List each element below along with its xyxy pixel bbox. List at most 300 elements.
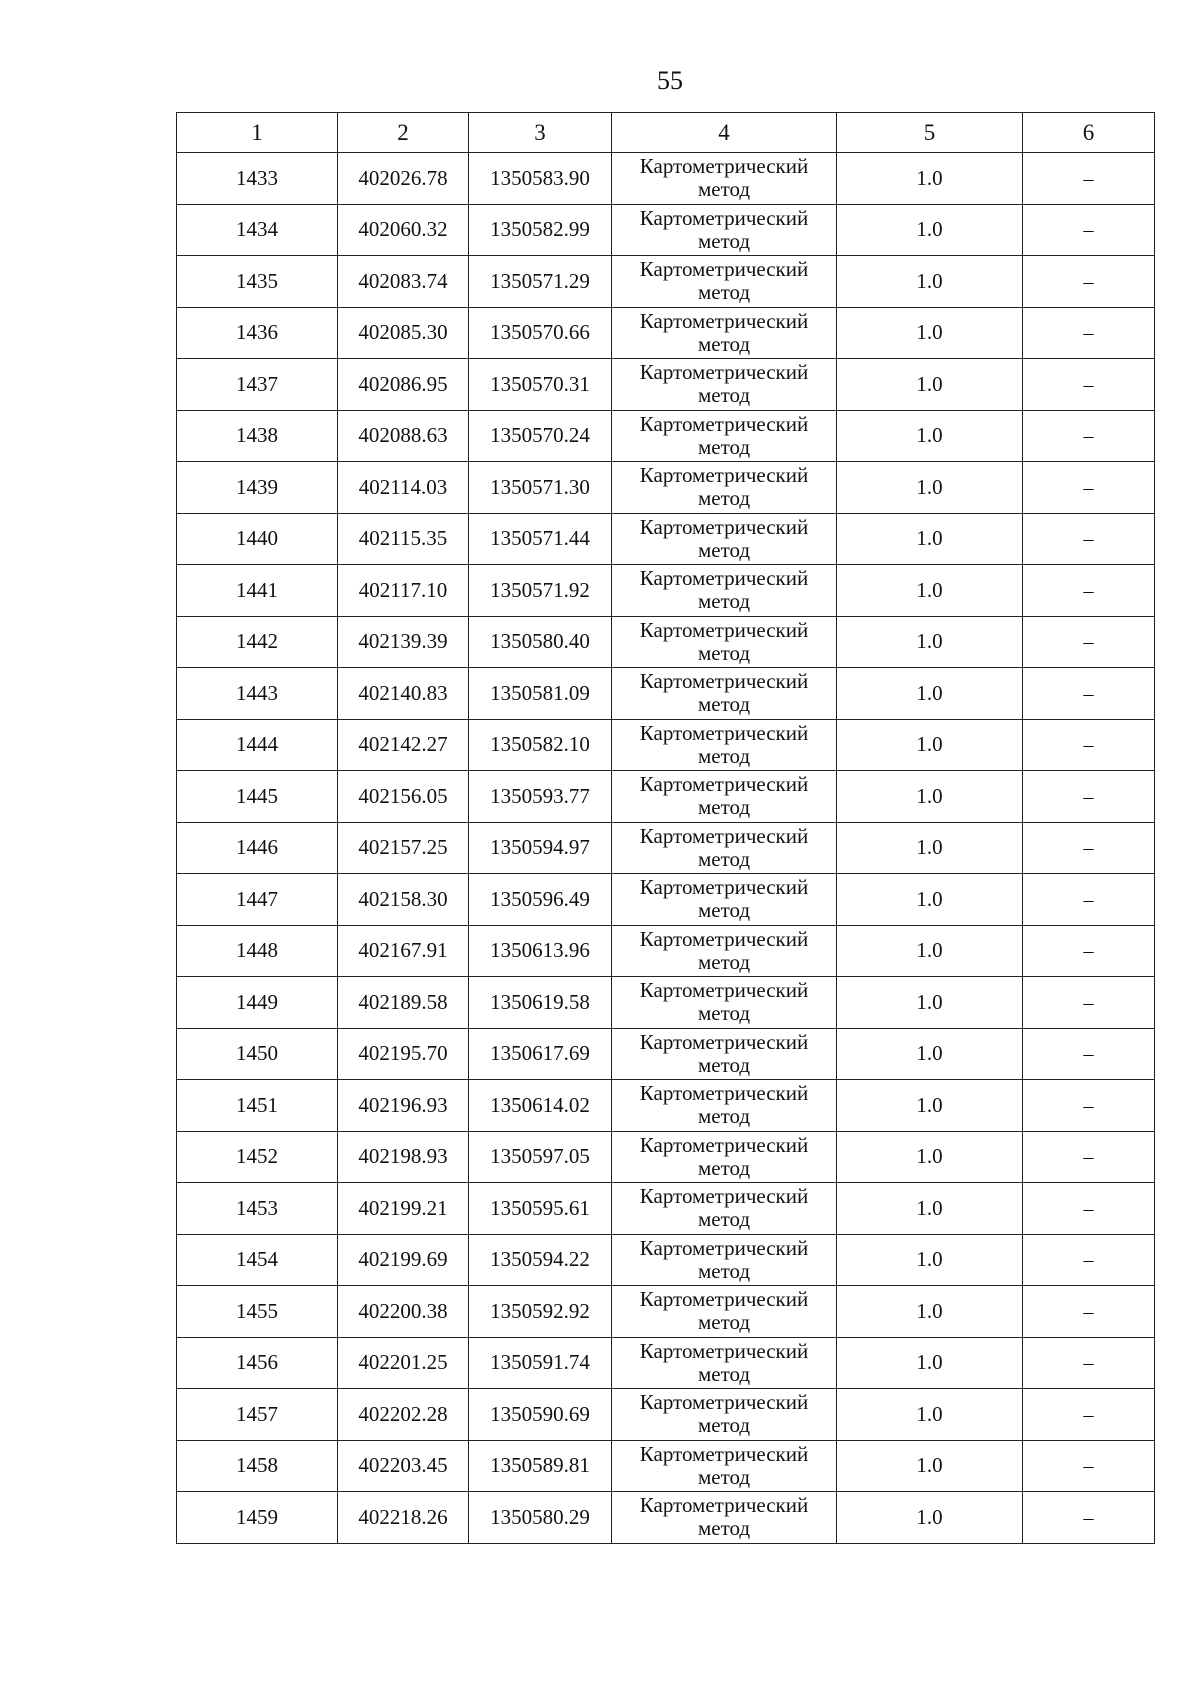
table-row — [177, 822, 1155, 874]
point-number-cell — [177, 1337, 338, 1389]
cell-text: 1.0 — [916, 526, 943, 551]
cell-text: 1447 — [236, 886, 278, 911]
x-coordinate-cell — [338, 668, 469, 720]
y-coordinate-cell — [469, 616, 612, 668]
cell-text: – — [1083, 682, 1094, 705]
cell-text: Картометрический метод — [639, 926, 809, 974]
cell-text: 1.0 — [916, 835, 943, 860]
cell-text: 1.0 — [916, 1144, 943, 1169]
cell-text: 1350593.77 — [490, 783, 590, 808]
method-cell — [612, 307, 837, 359]
x-coordinate-cell — [338, 462, 469, 514]
cell-text: 1.0 — [916, 938, 943, 963]
x-coordinate-cell — [338, 1440, 469, 1492]
accuracy-cell — [837, 1492, 1023, 1544]
point-number-cell — [177, 1492, 338, 1544]
cell-text: 1.0 — [916, 165, 943, 190]
method-cell — [612, 1440, 837, 1492]
cell-text: 1.0 — [916, 680, 943, 705]
cell-text: Картометрический метод — [639, 1493, 809, 1541]
x-coordinate-cell — [338, 1183, 469, 1235]
y-coordinate-cell — [469, 1131, 612, 1183]
column-header: 3 — [469, 113, 612, 153]
cell-text: 402199.21 — [358, 1195, 448, 1220]
accuracy-cell — [837, 256, 1023, 308]
accuracy-cell — [837, 513, 1023, 565]
accuracy-cell — [837, 307, 1023, 359]
cell-text: Картометрический метод — [639, 1132, 809, 1180]
accuracy-cell — [837, 410, 1023, 462]
cell-text: 1454 — [236, 1247, 278, 1272]
cell-text: 1350571.44 — [490, 526, 590, 551]
table-row — [177, 1080, 1155, 1132]
note-cell — [1023, 1492, 1155, 1544]
cell-text: – — [1083, 734, 1094, 757]
method-cell — [612, 616, 837, 668]
cell-text: Картометрический метод — [639, 205, 809, 253]
table-row — [177, 565, 1155, 617]
table-body — [177, 153, 1155, 1544]
cell-text: – — [1083, 322, 1094, 345]
table-header-row — [177, 113, 1155, 153]
cell-text: Картометрический метод — [639, 154, 809, 202]
cell-text: 1435 — [236, 268, 278, 293]
method-cell — [612, 1337, 837, 1389]
x-coordinate-cell — [338, 771, 469, 823]
x-coordinate-cell — [338, 359, 469, 411]
cell-text: Картометрический метод — [639, 1390, 809, 1438]
cell-text: 402086.95 — [358, 371, 448, 396]
x-coordinate-cell — [338, 307, 469, 359]
table-row — [177, 874, 1155, 926]
cell-text: – — [1083, 631, 1094, 654]
table-row — [177, 513, 1155, 565]
note-cell — [1023, 204, 1155, 256]
note-cell — [1023, 513, 1155, 565]
cell-text: 1350581.09 — [490, 680, 590, 705]
cell-text: – — [1083, 888, 1094, 911]
cell-text: – — [1083, 270, 1094, 293]
x-coordinate-cell — [338, 822, 469, 874]
cell-text: 1455 — [236, 1298, 278, 1323]
cell-text: 1350596.49 — [490, 886, 590, 911]
accuracy-cell — [837, 1028, 1023, 1080]
table-row — [177, 153, 1155, 205]
cell-text: 402060.32 — [358, 217, 448, 242]
cell-text: 1350594.22 — [490, 1247, 590, 1272]
cell-text: 402189.58 — [358, 989, 448, 1014]
cell-text: – — [1083, 940, 1094, 963]
y-coordinate-cell — [469, 1389, 612, 1441]
y-coordinate-cell — [469, 1286, 612, 1338]
cell-text: 1350583.90 — [490, 165, 590, 190]
note-cell — [1023, 1389, 1155, 1441]
cell-text: 1440 — [236, 526, 278, 551]
cell-text: 1438 — [236, 423, 278, 448]
point-number-cell — [177, 565, 338, 617]
method-cell — [612, 256, 837, 308]
cell-text: 402085.30 — [358, 320, 448, 345]
point-number-cell — [177, 977, 338, 1029]
cell-text: 402199.69 — [358, 1247, 448, 1272]
point-number-cell — [177, 256, 338, 308]
method-cell — [612, 977, 837, 1029]
column-header: 6 — [1023, 113, 1155, 153]
table-row — [177, 410, 1155, 462]
cell-text: Картометрический метод — [639, 360, 809, 408]
cell-text: 1458 — [236, 1453, 278, 1478]
accuracy-cell — [837, 1286, 1023, 1338]
cell-text: 402083.74 — [358, 268, 448, 293]
point-number-cell — [177, 410, 338, 462]
y-coordinate-cell — [469, 1492, 612, 1544]
table-row — [177, 1234, 1155, 1286]
y-coordinate-cell — [469, 462, 612, 514]
table-row — [177, 359, 1155, 411]
cell-text: 1.0 — [916, 989, 943, 1014]
x-coordinate-cell — [338, 1080, 469, 1132]
cell-text: 1.0 — [916, 1453, 943, 1478]
cell-text: Картометрический метод — [639, 463, 809, 511]
cell-text: 1350613.96 — [490, 938, 590, 963]
cell-text: Картометрический метод — [639, 617, 809, 665]
cell-text: 1350590.69 — [490, 1401, 590, 1426]
coordinates-table — [176, 112, 1155, 1544]
cell-text: 1445 — [236, 783, 278, 808]
cell-text: 402218.26 — [358, 1504, 448, 1529]
cell-text: 402158.30 — [358, 886, 448, 911]
table-row — [177, 668, 1155, 720]
y-coordinate-cell — [469, 410, 612, 462]
accuracy-cell — [837, 565, 1023, 617]
accuracy-cell — [837, 462, 1023, 514]
note-cell — [1023, 1337, 1155, 1389]
note-cell — [1023, 616, 1155, 668]
table-row — [177, 1183, 1155, 1235]
note-cell — [1023, 565, 1155, 617]
y-coordinate-cell — [469, 925, 612, 977]
cell-text: Картометрический метод — [639, 1287, 809, 1335]
point-number-cell — [177, 1389, 338, 1441]
cell-text: 1.0 — [916, 1247, 943, 1272]
cell-text: – — [1083, 1300, 1094, 1323]
accuracy-cell — [837, 1389, 1023, 1441]
note-cell — [1023, 410, 1155, 462]
table-row — [177, 307, 1155, 359]
table-row — [177, 719, 1155, 771]
cell-text: 402198.93 — [358, 1144, 448, 1169]
cell-text: 1434 — [236, 217, 278, 242]
x-coordinate-cell — [338, 565, 469, 617]
note-cell — [1023, 462, 1155, 514]
note-cell — [1023, 307, 1155, 359]
method-cell — [612, 719, 837, 771]
y-coordinate-cell — [469, 668, 612, 720]
point-number-cell — [177, 822, 338, 874]
method-cell — [612, 822, 837, 874]
y-coordinate-cell — [469, 1080, 612, 1132]
accuracy-cell — [837, 1440, 1023, 1492]
point-number-cell — [177, 925, 338, 977]
cell-text: Картометрический метод — [639, 411, 809, 459]
y-coordinate-cell — [469, 1440, 612, 1492]
cell-text: 402167.91 — [358, 938, 448, 963]
cell-text: 1459 — [236, 1504, 278, 1529]
point-number-cell — [177, 307, 338, 359]
cell-text: 1350594.97 — [490, 835, 590, 860]
cell-text: 1.0 — [916, 629, 943, 654]
cell-text: 1442 — [236, 629, 278, 654]
y-coordinate-cell — [469, 1337, 612, 1389]
cell-text: Картометрический метод — [639, 772, 809, 820]
method-cell — [612, 1389, 837, 1441]
table-row — [177, 462, 1155, 514]
accuracy-cell — [837, 153, 1023, 205]
cell-text: 1.0 — [916, 320, 943, 345]
cell-text: Картометрический метод — [639, 978, 809, 1026]
accuracy-cell — [837, 616, 1023, 668]
cell-text: 1441 — [236, 577, 278, 602]
method-cell — [612, 1028, 837, 1080]
accuracy-cell — [837, 204, 1023, 256]
table-row — [177, 1389, 1155, 1441]
method-cell — [612, 359, 837, 411]
cell-text: 402156.05 — [358, 783, 448, 808]
table-row — [177, 1440, 1155, 1492]
cell-text: Картометрический метод — [639, 1029, 809, 1077]
cell-text: Картометрический метод — [639, 308, 809, 356]
cell-text: – — [1083, 373, 1094, 396]
cell-text: 1452 — [236, 1144, 278, 1169]
cell-text: 402200.38 — [358, 1298, 448, 1323]
cell-text: – — [1083, 1146, 1094, 1169]
accuracy-cell — [837, 1234, 1023, 1286]
point-number-cell — [177, 1234, 338, 1286]
method-cell — [612, 1131, 837, 1183]
cell-text: 402203.45 — [358, 1453, 448, 1478]
accuracy-cell — [837, 1080, 1023, 1132]
cell-text: 1350580.29 — [490, 1504, 590, 1529]
table-row — [177, 925, 1155, 977]
method-cell — [612, 410, 837, 462]
x-coordinate-cell — [338, 1234, 469, 1286]
cell-text: Картометрический метод — [639, 669, 809, 717]
column-header: 4 — [612, 113, 837, 153]
table-row — [177, 1286, 1155, 1338]
cell-text: Картометрический метод — [639, 566, 809, 614]
point-number-cell — [177, 359, 338, 411]
accuracy-cell — [837, 719, 1023, 771]
x-coordinate-cell — [338, 513, 469, 565]
x-coordinate-cell — [338, 1286, 469, 1338]
point-number-cell — [177, 719, 338, 771]
x-coordinate-cell — [338, 616, 469, 668]
note-cell — [1023, 874, 1155, 926]
accuracy-cell — [837, 874, 1023, 926]
table-row — [177, 256, 1155, 308]
cell-text: 1450 — [236, 1041, 278, 1066]
x-coordinate-cell — [338, 256, 469, 308]
cell-text: – — [1083, 1094, 1094, 1117]
cell-text: – — [1083, 837, 1094, 860]
point-number-cell — [177, 1028, 338, 1080]
cell-text: 402026.78 — [358, 165, 448, 190]
page-number: 55 — [657, 66, 683, 95]
method-cell — [612, 1234, 837, 1286]
cell-text: Картометрический метод — [639, 514, 809, 562]
point-number-cell — [177, 513, 338, 565]
accuracy-cell — [837, 1183, 1023, 1235]
cell-text: Картометрический метод — [639, 1184, 809, 1232]
cell-text: 1350571.29 — [490, 268, 590, 293]
y-coordinate-cell — [469, 771, 612, 823]
cell-text: 1350591.74 — [490, 1350, 590, 1375]
table-row — [177, 616, 1155, 668]
note-cell — [1023, 1080, 1155, 1132]
method-cell — [612, 513, 837, 565]
cell-text: – — [1083, 1197, 1094, 1220]
cell-text: 1433 — [236, 165, 278, 190]
cell-text: 1.0 — [916, 423, 943, 448]
cell-text: – — [1083, 1455, 1094, 1478]
note-cell — [1023, 1183, 1155, 1235]
x-coordinate-cell — [338, 1337, 469, 1389]
point-number-cell — [177, 204, 338, 256]
y-coordinate-cell — [469, 1028, 612, 1080]
cell-text: 1350617.69 — [490, 1041, 590, 1066]
cell-text: 1.0 — [916, 474, 943, 499]
note-cell — [1023, 1286, 1155, 1338]
cell-text: – — [1083, 991, 1094, 1014]
accuracy-cell — [837, 925, 1023, 977]
cell-text: 1.0 — [916, 577, 943, 602]
cell-text: 402202.28 — [358, 1401, 448, 1426]
point-number-cell — [177, 1440, 338, 1492]
point-number-cell — [177, 668, 338, 720]
y-coordinate-cell — [469, 513, 612, 565]
note-cell — [1023, 925, 1155, 977]
column-header: 1 — [177, 113, 338, 153]
point-number-cell — [177, 1080, 338, 1132]
cell-text: 402115.35 — [358, 526, 448, 551]
cell-text: – — [1083, 1403, 1094, 1426]
cell-text: Картометрический метод — [639, 720, 809, 768]
point-number-cell — [177, 1286, 338, 1338]
cell-text: 1.0 — [916, 886, 943, 911]
note-cell — [1023, 153, 1155, 205]
cell-text: 1.0 — [916, 371, 943, 396]
note-cell — [1023, 822, 1155, 874]
cell-text: 1.0 — [916, 217, 943, 242]
cell-text: 402088.63 — [358, 423, 448, 448]
cell-text: 1.0 — [916, 1195, 943, 1220]
cell-text: – — [1083, 167, 1094, 190]
cell-text: 1437 — [236, 371, 278, 396]
cell-text: 402157.25 — [358, 835, 448, 860]
cell-text: – — [1083, 1249, 1094, 1272]
cell-text: 1.0 — [916, 1504, 943, 1529]
y-coordinate-cell — [469, 307, 612, 359]
cell-text: 402117.10 — [358, 577, 448, 602]
table-row — [177, 771, 1155, 823]
cell-text: 1.0 — [916, 1041, 943, 1066]
note-cell — [1023, 1131, 1155, 1183]
point-number-cell — [177, 1183, 338, 1235]
x-coordinate-cell — [338, 410, 469, 462]
y-coordinate-cell — [469, 359, 612, 411]
x-coordinate-cell — [338, 925, 469, 977]
accuracy-cell — [837, 977, 1023, 1029]
method-cell — [612, 153, 837, 205]
x-coordinate-cell — [338, 204, 469, 256]
cell-text: 402201.25 — [358, 1350, 448, 1375]
method-cell — [612, 565, 837, 617]
note-cell — [1023, 719, 1155, 771]
cell-text: – — [1083, 1043, 1094, 1066]
x-coordinate-cell — [338, 153, 469, 205]
point-number-cell — [177, 1131, 338, 1183]
method-cell — [612, 1080, 837, 1132]
note-cell — [1023, 1440, 1155, 1492]
note-cell — [1023, 1028, 1155, 1080]
table-row — [177, 977, 1155, 1029]
table-row — [177, 1492, 1155, 1544]
note-cell — [1023, 771, 1155, 823]
cell-text: – — [1083, 579, 1094, 602]
x-coordinate-cell — [338, 977, 469, 1029]
cell-text: 402195.70 — [358, 1041, 448, 1066]
cell-text: 1451 — [236, 1092, 278, 1117]
table-row — [177, 1337, 1155, 1389]
cell-text: Картометрический метод — [639, 1081, 809, 1129]
cell-text: 1444 — [236, 732, 278, 757]
cell-text: 402139.39 — [358, 629, 448, 654]
cell-text: 1350582.10 — [490, 732, 590, 757]
cell-text: 1453 — [236, 1195, 278, 1220]
cell-text: Картометрический метод — [639, 1235, 809, 1283]
cell-text: 1350619.58 — [490, 989, 590, 1014]
x-coordinate-cell — [338, 1492, 469, 1544]
accuracy-cell — [837, 668, 1023, 720]
cell-text: 402114.03 — [358, 474, 448, 499]
cell-text: – — [1083, 425, 1094, 448]
cell-text: Картометрический метод — [639, 875, 809, 923]
table-row — [177, 1028, 1155, 1080]
cell-text: – — [1083, 1352, 1094, 1375]
y-coordinate-cell — [469, 1183, 612, 1235]
cell-text: 1350570.66 — [490, 320, 590, 345]
y-coordinate-cell — [469, 153, 612, 205]
cell-text: Картометрический метод — [639, 257, 809, 305]
cell-text: Картометрический метод — [639, 823, 809, 871]
cell-text: 1350614.02 — [490, 1092, 590, 1117]
point-number-cell — [177, 462, 338, 514]
point-number-cell — [177, 874, 338, 926]
cell-text: 1.0 — [916, 268, 943, 293]
cell-text: 1.0 — [916, 1092, 943, 1117]
cell-text: Картометрический метод — [639, 1441, 809, 1489]
cell-text: 1.0 — [916, 1350, 943, 1375]
method-cell — [612, 874, 837, 926]
note-cell — [1023, 256, 1155, 308]
accuracy-cell — [837, 771, 1023, 823]
cell-text: 1449 — [236, 989, 278, 1014]
x-coordinate-cell — [338, 719, 469, 771]
y-coordinate-cell — [469, 565, 612, 617]
cell-text: 1443 — [236, 680, 278, 705]
cell-text: 1350580.40 — [490, 629, 590, 654]
cell-text: 402142.27 — [358, 732, 448, 757]
